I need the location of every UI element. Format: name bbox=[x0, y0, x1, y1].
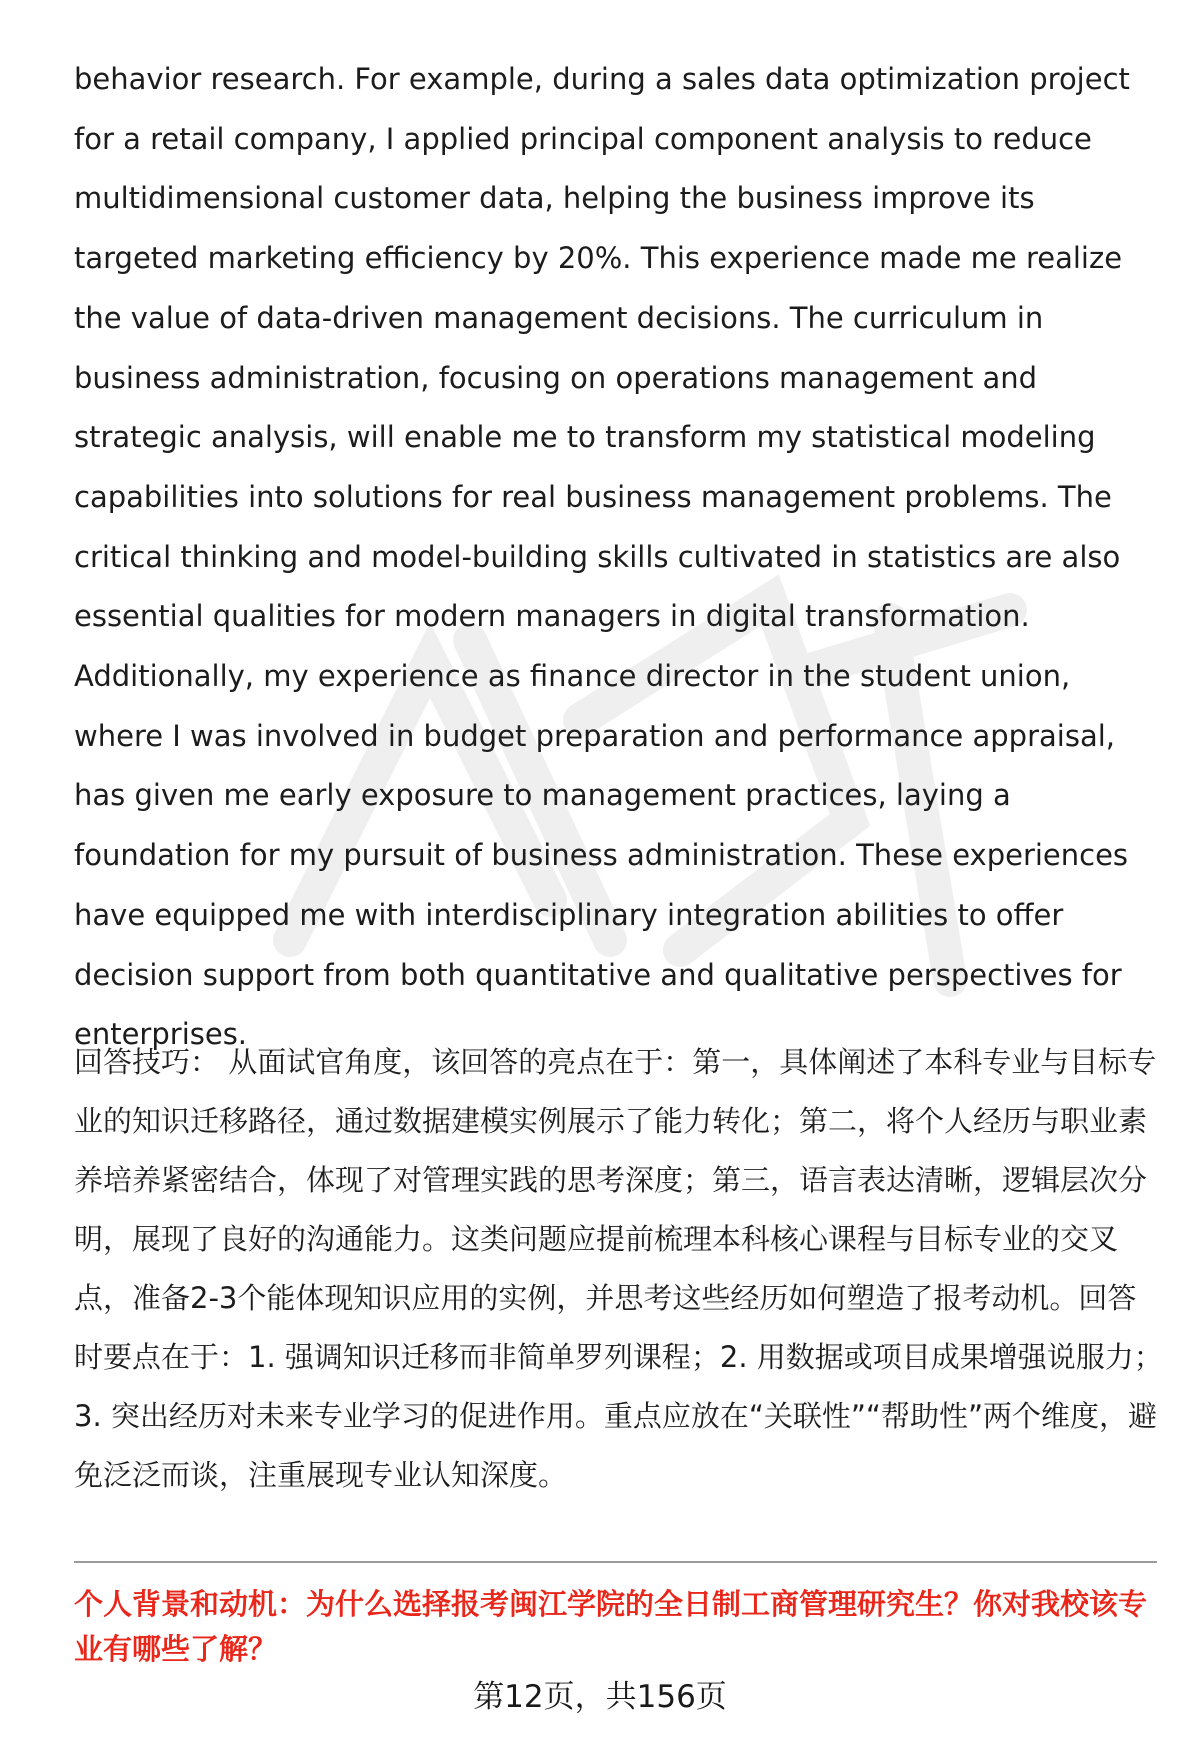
answer-tips-paragraph: 回答技巧： 从面试官角度，该回答的亮点在于：第一，具体阐述了本科专业与目标专业的知识迁移路径，通过数据建模实例展示了能力转化；第二，将个人经历与职业素养培养紧密结合，体现了对管理实践的思考深度；第三，语言表达清晰，逻辑层次分明，展现了良好的沟通能力。这类问题应提前梳理本科核心课程与目标专业的交叉点，准备2-3个能体现知识应用的实例，并思考这些经历如何塑造了报考动机。回答时要点在于：1. 强调知识迁移而非简单罗列课程；2. 用数据或项目成果增强说服力；3. 突出经历对未来专业学习的促进作用。重点应放在“关联性”“帮助性”两个维度，避免泛泛而谈，注重展现专业认知深度。 bbox=[74, 1045, 1163, 1492]
page-number: 第12页，共156页 bbox=[473, 1679, 727, 1715]
next-question-heading: 个人背景和动机：为什么选择报考闽江学院的全日制工商管理研究生？你对我校该专业有哪些了解？ bbox=[74, 1587, 1148, 1666]
section-divider bbox=[74, 1561, 1157, 1563]
answer-paragraph: behavior research. For example, during a sales data optimization project for a retail company, I applied principal component analysis to reduce multidimensional customer data, helping the business improve its targeted marketing efficiency by 20%. This experience made me realize the value of data-driven management decisions. The curriculum in business administration, focusing on operations management and strategic analysis, will enable me to transform my statistical modeling capabilities into solutions for real business management problems. The critical thinking and model-building skills cultivated in statistics are also essential qualities for modern managers in digital transformation. Additionally, my experience as finance director in the student union, where I was involved in budget preparation and performance appraisal, has given me early exposure to management practices, laying a foundation for my pursuit of business administration. These experiences have equipped me with interdisciplinary integration abilities to offer decision support from both quantitative and qualitative perspectives for enterprises. bbox=[74, 62, 1130, 1052]
